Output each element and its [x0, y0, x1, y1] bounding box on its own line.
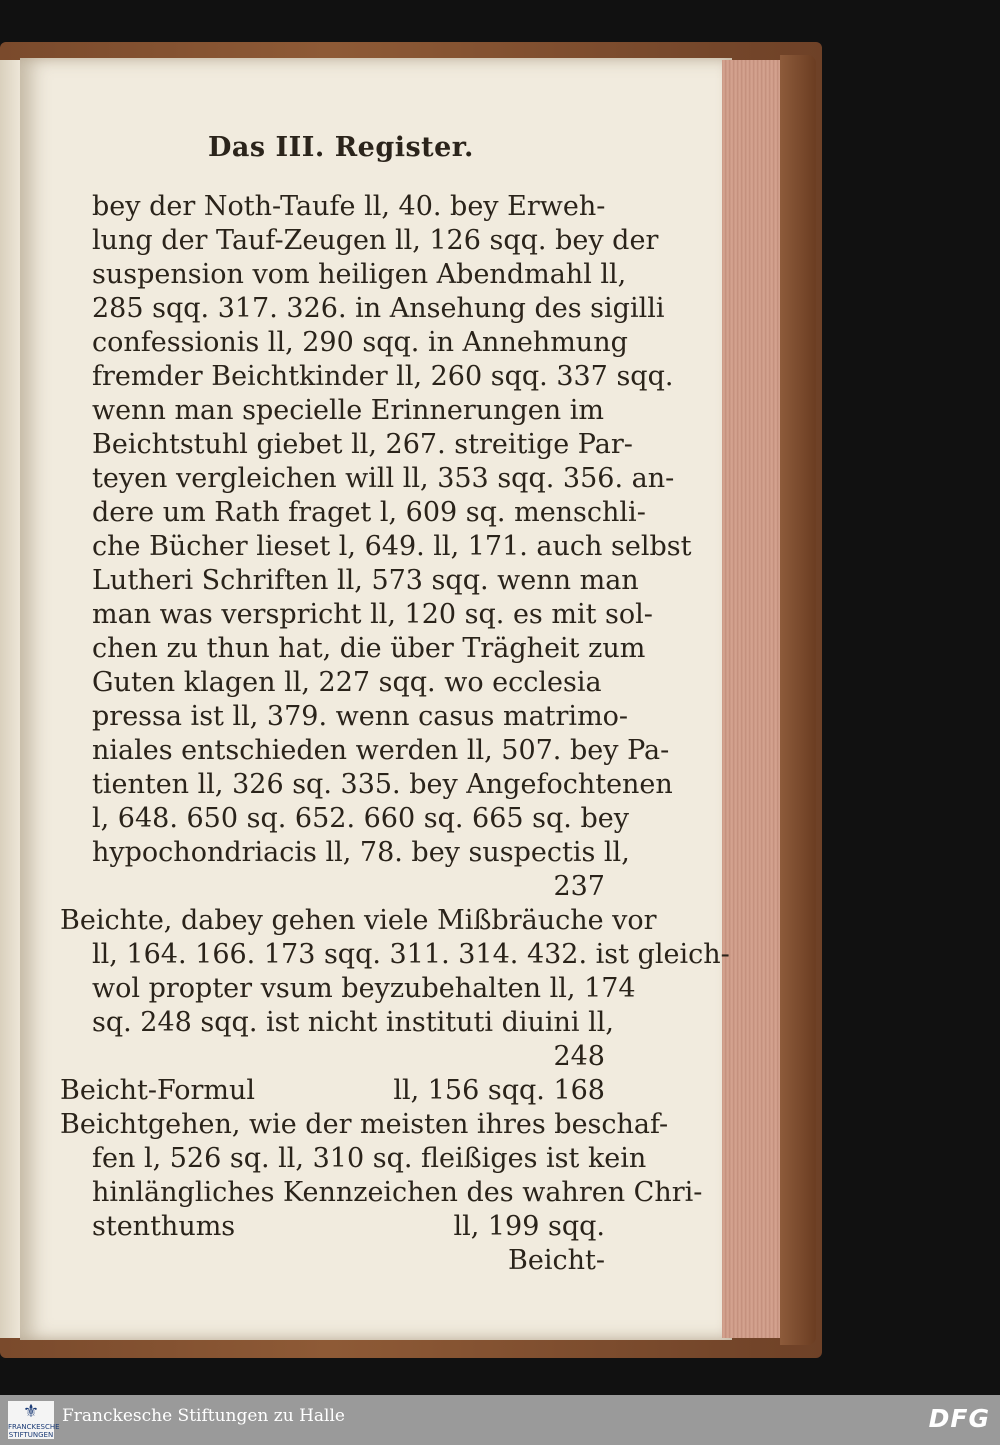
institution-name[interactable]: Franckesche Stiftungen zu Halle: [62, 1406, 345, 1426]
text-line: chen zu thun hat, die über Trägheit zum: [92, 633, 646, 664]
text-line: ll, 156 sqq. 168: [393, 1075, 605, 1106]
page-header: Das III. Register.: [208, 132, 474, 163]
text-line: hinlängliches Kennzeichen des wahren Chri-: [92, 1177, 703, 1208]
viewer-footer: [0, 1395, 1000, 1445]
text-line: stenthums: [92, 1211, 236, 1242]
page-edge: [722, 60, 788, 1338]
text-line: fen l, 526 sq. ll, 310 sq. fleißiges ist kein: [92, 1143, 647, 1174]
text-line: l, 648. 650 sq. 652. 660 sq. 665 sq. bey: [92, 803, 629, 834]
text-line: ll, 199 sqq.: [453, 1211, 605, 1242]
entry-heading: Beichte, dabey gehen viele Mißbräuche vor: [60, 905, 657, 936]
text-line: sq. 248 sqq. ist nicht instituti diuini ll,: [92, 1007, 614, 1038]
text-line: wol propter vsum beyzubehalten ll, 174: [92, 973, 636, 1004]
entry-heading: Beichtgehen, wie der meisten ihres beschaf-: [60, 1109, 669, 1140]
text-line: niales entschieden werden ll, 507. bey Pa-: [92, 735, 670, 766]
entry-heading: Beicht-Formul: [60, 1075, 255, 1106]
text-line: Beichtstuhl giebet ll, 267. streitige Par-: [92, 429, 633, 460]
left-page-edge: [0, 60, 22, 1338]
text-line: pressa ist ll, 379. wenn casus matrimo-: [92, 701, 629, 732]
text-line: 285 sqq. 317. 326. in Ansehung des sigilli: [92, 293, 665, 324]
text-line: 248: [553, 1041, 605, 1072]
text-line: dere um Rath fraget l, 609 sq. menschli-: [92, 497, 646, 528]
text-line: tienten ll, 326 sq. 335. bey Angefochtenen: [92, 769, 673, 800]
text-line: 237: [553, 871, 605, 902]
text-line: hypochondriacis ll, 78. bey suspectis ll,: [92, 837, 630, 868]
catchword: Beicht-: [508, 1245, 605, 1276]
text-line: ll, 164. 166. 173 sqq. 311. 314. 432. ist gleich-: [92, 939, 730, 970]
logo-text: FRANCKESCHE STIFTUNGEN: [8, 1423, 60, 1439]
text-line: bey der Noth-Taufe ll, 40. bey Erweh-: [92, 191, 606, 222]
text-line: wenn man specielle Erinnerungen im: [92, 395, 604, 426]
institution-logo[interactable]: [8, 1401, 60, 1439]
eagle-icon: ⚜: [22, 1401, 40, 1422]
text-line: Lutheri Schriften ll, 573 sqq. wenn man: [92, 565, 639, 596]
text-line: man was verspricht ll, 120 sq. es mit sol-: [92, 599, 653, 630]
text-line: teyen vergleichen will ll, 353 sqq. 356. an-: [92, 463, 675, 494]
text-line: suspension vom heiligen Abendmahl ll,: [92, 259, 627, 290]
page-edge-shade: [780, 55, 816, 1345]
text-line: fremder Beichtkinder ll, 260 sqq. 337 sqq.: [92, 361, 674, 392]
text-line: Guten klagen ll, 227 sqq. wo ecclesia: [92, 667, 602, 698]
text-line: lung der Tauf-Zeugen ll, 126 sqq. bey der: [92, 225, 659, 256]
text-line: che Bücher lieset l, 649. ll, 171. auch selbst: [92, 531, 692, 562]
dfg-logo[interactable]: DFG: [928, 1404, 990, 1433]
text-line: confessionis ll, 290 sqq. in Annehmung: [92, 327, 628, 358]
